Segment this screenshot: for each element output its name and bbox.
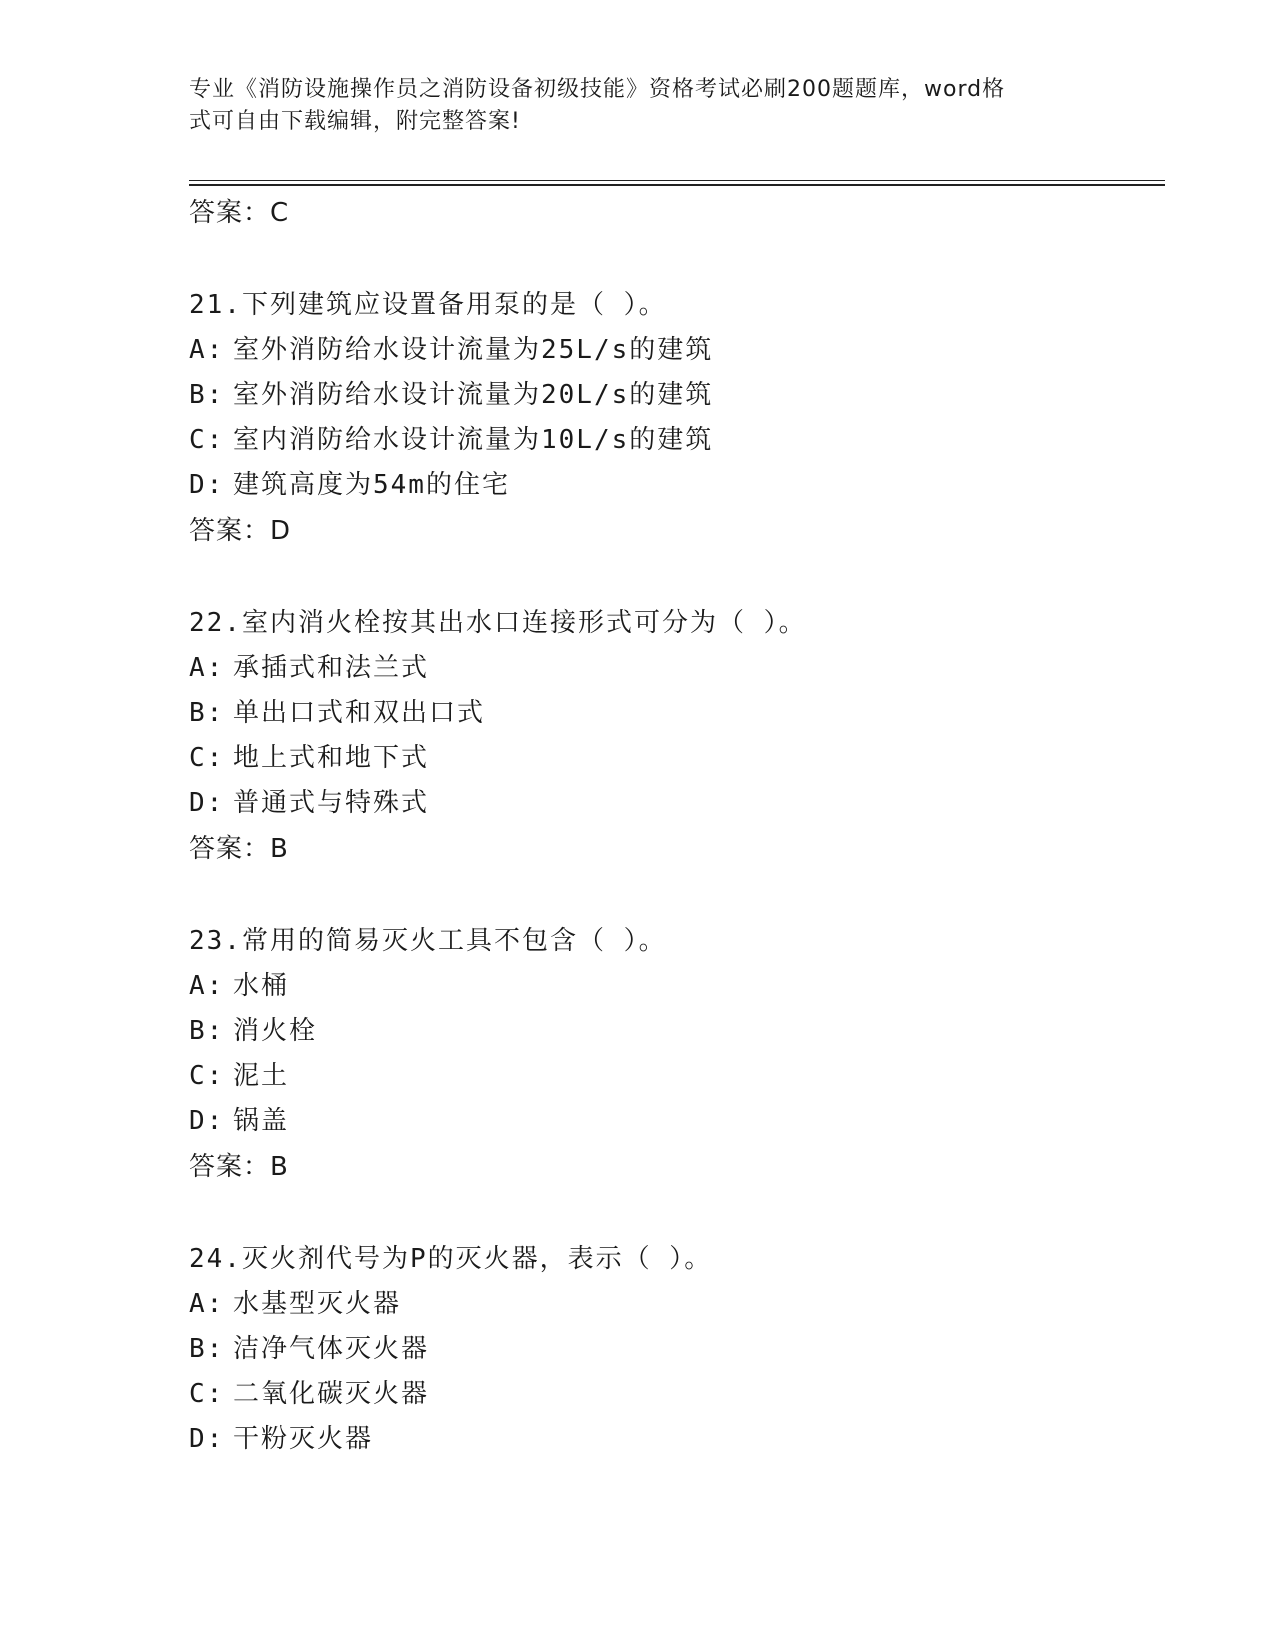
- option-text: 水基型灭火器: [233, 1289, 402, 1319]
- option-c: [189, 418, 1149, 463]
- answer-line: 答案：D: [189, 516, 292, 546]
- option-key: C:: [189, 425, 225, 455]
- option-text: 干粉灭火器: [233, 1424, 374, 1454]
- question-list: [189, 190, 1149, 1462]
- option-a: [189, 964, 1149, 1009]
- option-key: A:: [189, 971, 225, 1001]
- header-rule-thick: [189, 184, 1165, 186]
- option-text: 室外消防给水设计流量为25L/s的建筑: [233, 335, 714, 365]
- option-b: [189, 1327, 1149, 1372]
- question-23: [189, 918, 1149, 1190]
- option-key: B:: [189, 1334, 225, 1364]
- option-c: [189, 736, 1149, 781]
- answer-line: 答案：B: [189, 834, 289, 864]
- header-line-2: 式可自由下载编辑，附完整答案!: [189, 109, 521, 134]
- option-text: 锅盖: [233, 1106, 290, 1136]
- option-text: 地上式和地下式: [233, 743, 430, 773]
- option-key: A:: [189, 1289, 225, 1319]
- option-a: [189, 646, 1149, 691]
- question-22: [189, 600, 1149, 872]
- option-text: 室外消防给水设计流量为20L/s的建筑: [233, 380, 714, 410]
- option-key: C:: [189, 1379, 225, 1409]
- option-b: [189, 373, 1149, 418]
- option-key: D:: [189, 1424, 225, 1454]
- option-text: 单出口式和双出口式: [233, 698, 486, 728]
- option-text: 泥土: [233, 1061, 290, 1091]
- option-key: A:: [189, 653, 225, 683]
- option-d: [189, 1417, 1149, 1462]
- question-21: [189, 282, 1149, 554]
- question-stem: 22.室内消火栓按其出水口连接形式可分为（ ）。: [189, 608, 807, 638]
- option-b: [189, 691, 1149, 736]
- option-a: [189, 1282, 1149, 1327]
- option-key: C:: [189, 1061, 225, 1091]
- option-key: D:: [189, 470, 225, 500]
- option-key: C:: [189, 743, 225, 773]
- option-d: [189, 1099, 1149, 1144]
- option-b: [189, 1009, 1149, 1054]
- header-rule-thin: [189, 180, 1165, 181]
- answer-line: 答案：B: [189, 1152, 289, 1182]
- option-text: 普通式与特殊式: [233, 788, 430, 818]
- option-d: [189, 463, 1149, 508]
- option-c: [189, 1054, 1149, 1099]
- option-text: 水桶: [233, 971, 290, 1001]
- option-text: 承插式和法兰式: [233, 653, 430, 683]
- previous-answer: 答案：C: [189, 198, 290, 228]
- option-text: 室内消防给水设计流量为10L/s的建筑: [233, 425, 714, 455]
- option-key: A:: [189, 335, 225, 365]
- option-c: [189, 1372, 1149, 1417]
- header-line-1: 专业《消防设施操作员之消防设备初级技能》资格考试必刷200题题库，word格: [189, 77, 1006, 102]
- option-text: 消火栓: [233, 1016, 318, 1046]
- question-stem: 23.常用的简易灭火工具不包含（ ）。: [189, 926, 667, 956]
- option-text: 洁净气体灭火器: [233, 1334, 430, 1364]
- option-d: [189, 781, 1149, 826]
- question-stem: 24.灭火剂代号为P的灭火器，表示（ ）。: [189, 1244, 713, 1274]
- option-key: D:: [189, 1106, 225, 1136]
- option-text: 建筑高度为54m的住宅: [233, 470, 510, 500]
- option-text: 二氧化碳灭火器: [233, 1379, 430, 1409]
- question-stem: 21.下列建筑应设置备用泵的是（ ）。: [189, 290, 667, 320]
- option-a: [189, 328, 1149, 373]
- option-key: B:: [189, 380, 225, 410]
- option-key: B:: [189, 1016, 225, 1046]
- option-key: D:: [189, 788, 225, 818]
- option-key: B:: [189, 698, 225, 728]
- document-header: [189, 74, 1069, 138]
- question-24: [189, 1236, 1149, 1462]
